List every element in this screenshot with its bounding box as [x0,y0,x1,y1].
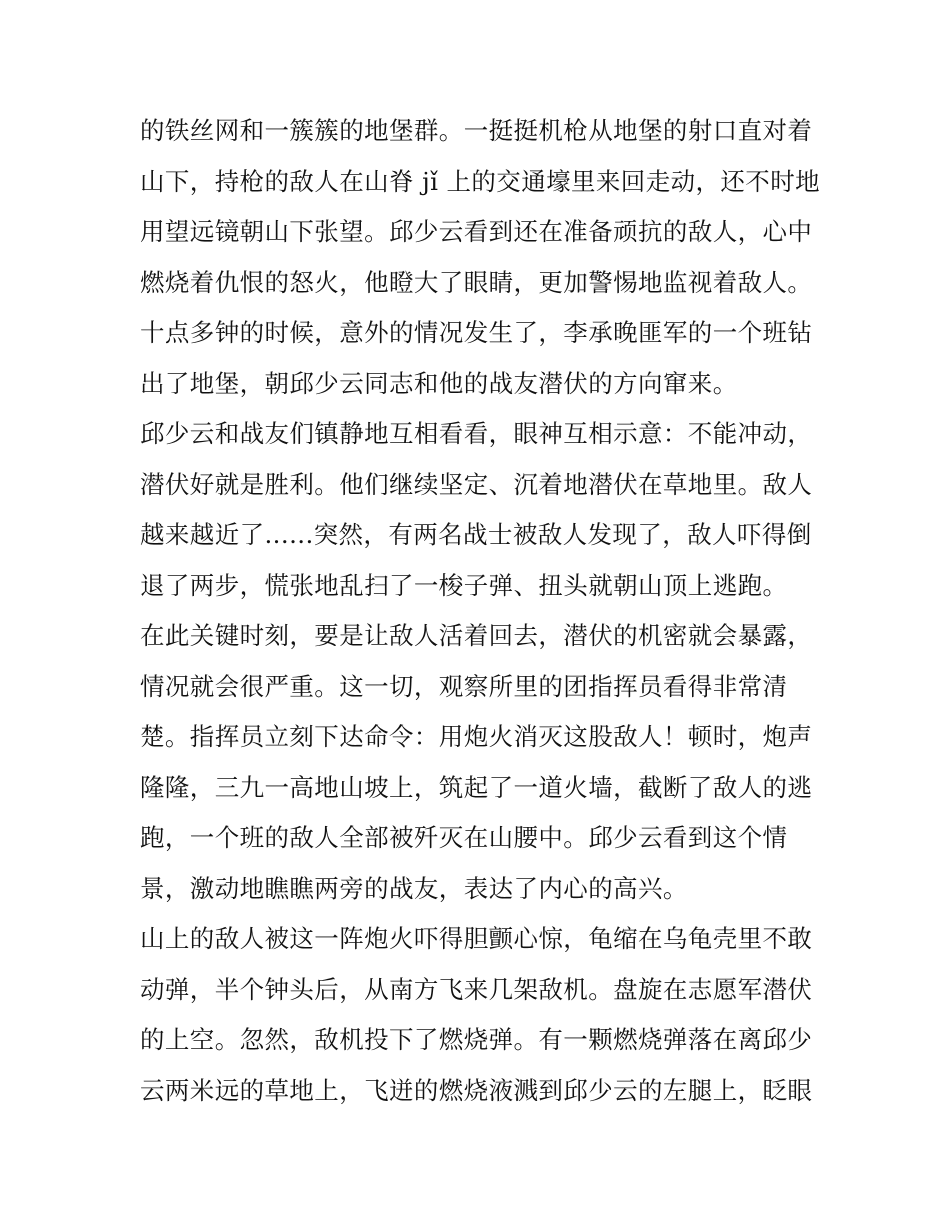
text-line: 隆隆，三九一高地山坡上，筑起了一道火墙，截断了敌人的逃 [140,772,813,802]
text-line: 邱少云和战友们镇静地互相看看，眼神互相示意：不能冲动， [140,419,813,448]
text-line: 在此关键时刻，要是让敌人活着回去，潜伏的机密就会暴露， [140,621,813,650]
text-line: 山下，持枪的敌人在山脊 jǐ 上的交通壕里来回走动，还不时地 [140,166,820,196]
text-line: 情况就会很严重。这一切，观察所里的团指挥员看得非常清 [140,671,788,701]
text-line: 楚。指挥员立刻下达命令：用炮火消灭这股敌人！顿时，炮声 [140,722,813,751]
body-text [140,106,820,1116]
text-line: 用望远镜朝山下张望。邱少云看到还在准备顽抗的敌人，心中 [140,217,813,246]
text-line: 动弹，半个钟头后，从南方飞来几架敌机。盘旋在志愿军潜伏 [140,974,813,1004]
text-line: 的上空。忽然，敌机投下了燃烧弹。有一颗燃烧弹落在离邱少 [140,1025,813,1054]
text-line: 潜伏好就是胜利。他们继续坚定、沉着地潜伏在草地里。敌人 [140,469,813,499]
text-line: 景，激动地瞧瞧两旁的战友，表达了内心的高兴。 [140,873,688,903]
text-line: 云两米远的草地上，飞迸的燃烧液溅到邱少云的左腿上，眨眼 [140,1075,813,1105]
text-line: 山上的敌人被这一阵炮火吓得胆颤心惊，龟缩在乌龟壳里不敢 [140,924,813,953]
text-line: 出了地堡，朝邱少云同志和他的战友潜伏的方向窜来。 [140,368,738,398]
text-line: 的铁丝网和一簇簇的地堡群。一挺挺机枪从地堡的射口直对着 [140,116,813,145]
text-line: 越来越近了......突然，有两名战士被敌人发现了，敌人吓得倒 [140,520,812,549]
text-line: 跑，一个班的敌人全部被歼灭在山腰中。邱少云看到这个情 [140,823,788,852]
text-line: 退了两步，慌张地乱扫了一梭子弹、扭头就朝山顶上逃跑。 [140,570,788,600]
text-line: 燃烧着仇恨的怒火，他瞪大了眼睛，更加警惕地监视着敌人。 [140,267,813,297]
text-line: 十点多钟的时候，意外的情况发生了，李承晚匪军的一个班钻 [140,318,813,347]
